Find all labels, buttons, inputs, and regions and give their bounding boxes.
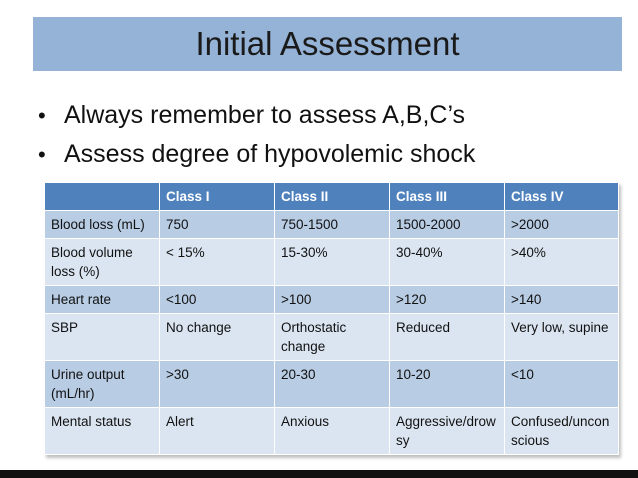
header-cell: Class IV xyxy=(505,183,619,211)
table-cell: 750 xyxy=(160,211,275,239)
table-cell: 15-30% xyxy=(275,239,390,286)
bullet-dot-icon: • xyxy=(38,141,46,167)
row-label: Urine output (mL/hr) xyxy=(45,361,160,408)
header-cell: Class I xyxy=(160,183,275,211)
bullet-text: Assess degree of hypovolemic shock xyxy=(64,140,476,168)
table-row xyxy=(45,361,619,408)
header-cell: Class II xyxy=(275,183,390,211)
table-row xyxy=(45,408,619,455)
table-cell: 30-40% xyxy=(390,239,505,286)
table-cell: < 15% xyxy=(160,239,275,286)
table-row xyxy=(45,286,619,314)
table-cell: Anxious xyxy=(275,408,390,455)
row-label: Blood volume loss (%) xyxy=(45,239,160,286)
bullet-item xyxy=(38,135,475,174)
table-cell: >120 xyxy=(390,286,505,314)
table-cell: Aggressive/drowsy xyxy=(390,408,505,455)
header-cell xyxy=(45,183,160,211)
table-row xyxy=(45,314,619,361)
table-cell: >2000 xyxy=(505,211,619,239)
bullet-list xyxy=(38,96,475,174)
table-cell: No change xyxy=(160,314,275,361)
table-cell: 10-20 xyxy=(390,361,505,408)
table-cell: <100 xyxy=(160,286,275,314)
table-header-row xyxy=(45,183,619,211)
table-cell: >100 xyxy=(275,286,390,314)
table-cell: 20-30 xyxy=(275,361,390,408)
table-cell: Alert xyxy=(160,408,275,455)
row-label: Blood loss (mL) xyxy=(45,211,160,239)
table-row xyxy=(45,239,619,286)
shock-classification-table xyxy=(44,182,619,455)
table-cell: 1500-2000 xyxy=(390,211,505,239)
table-row xyxy=(45,211,619,239)
table-cell: Reduced xyxy=(390,314,505,361)
table-cell: 750-1500 xyxy=(275,211,390,239)
row-label: Mental status xyxy=(45,408,160,455)
table-cell: >30 xyxy=(160,361,275,408)
bullet-text: Always remember to assess A,B,C’s xyxy=(64,101,466,129)
table-cell: Orthostatic change xyxy=(275,314,390,361)
bullet-dot-icon: • xyxy=(38,102,46,128)
row-label: Heart rate xyxy=(45,286,160,314)
header-cell: Class III xyxy=(390,183,505,211)
table-cell: <10 xyxy=(505,361,619,408)
table-cell: Very low, supine xyxy=(505,314,619,361)
title-band xyxy=(33,17,622,71)
bottom-edge-bar xyxy=(0,470,638,478)
table-cell: >40% xyxy=(505,239,619,286)
row-label: SBP xyxy=(45,314,160,361)
table-cell: Confused/unconscious xyxy=(505,408,619,455)
slide-title: Initial Assessment xyxy=(195,25,460,62)
bullet-item xyxy=(38,96,475,135)
table-cell: >140 xyxy=(505,286,619,314)
